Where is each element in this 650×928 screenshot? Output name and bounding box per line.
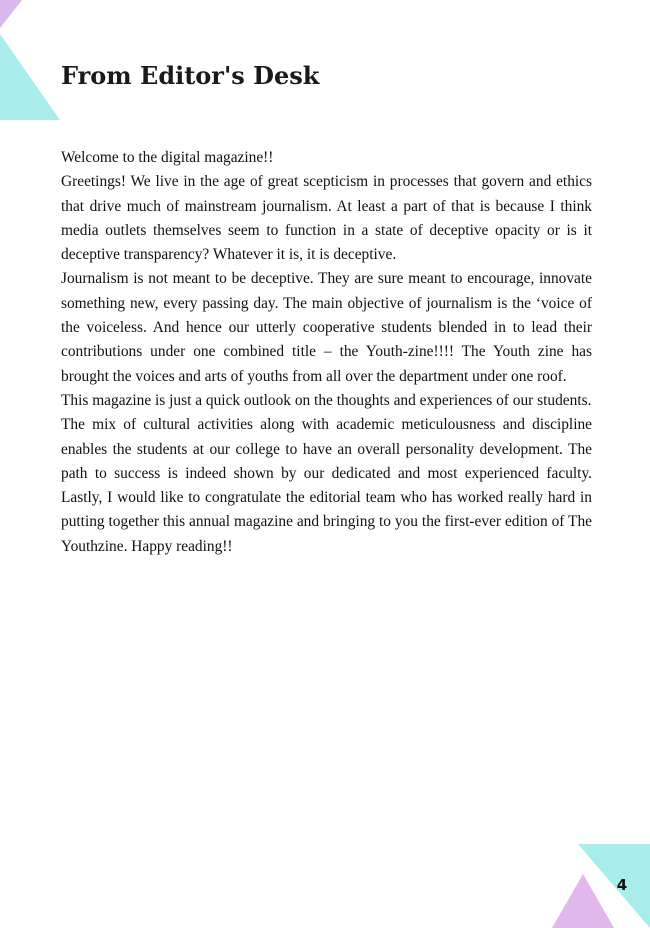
paragraph-welcome: Welcome to the digital magazine!!	[61, 149, 274, 166]
corner-triangle-top-cyan	[0, 34, 60, 120]
paragraph-journalism: Journalism is not meant to be deceptive. They are sure meant to encourage, innovate something new, every passing day. The main objective of journalism is the ‘voice of the voiceless. And hence our utterly cooperative students blended in to lead their contributions under one combined title – the Youth-zine!!!! The Youth zine has brought the voices and arts of youths from all over the department under one roof.	[61, 270, 592, 385]
editorial-body	[61, 146, 592, 559]
paragraph-outlook: This magazine is just a quick outlook on the thoughts and experiences of our students.	[61, 391, 592, 409]
paragraph-closing: The mix of cultural activities along with academic meticulousness and discipline enables the students at our college to have an overall personality development. The path to success is indeed shown by our dedicated and most experienced faculty. Lastly, I would like to congratulate the editorial team who has worked really hard in putting together this annual magazine and bringing to you the first-ever edition of The Youthzine. Happy reading!!	[61, 416, 592, 555]
page-number: 4	[616, 876, 628, 894]
paragraph-greetings: Greetings! We live in the age of great scepticism in processes that govern and ethics that drive much of mainstream journalism. At least a part of that is because I think media outlets themselves seem to function in a state of deceptive opacity or is it deceptive transparency? Whatever it is, it is deceptive.	[61, 173, 592, 264]
page-title: From Editor's Desk	[61, 61, 320, 90]
corner-triangle-bottom-lilac	[552, 874, 614, 928]
corner-triangle-top-lilac	[0, 0, 22, 28]
